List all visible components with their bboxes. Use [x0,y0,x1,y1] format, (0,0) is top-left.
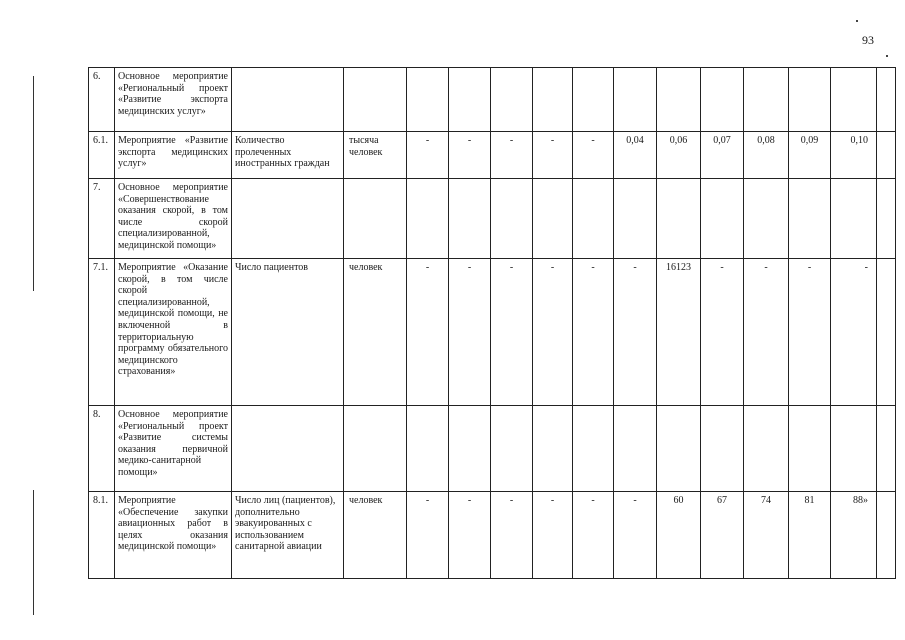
value-cell [744,406,789,492]
table-row [89,68,896,132]
value-cell [407,68,449,132]
value-cell [701,406,744,492]
value-cell: - [789,259,831,406]
value-cell [831,406,877,492]
value-cell: 74 [744,492,789,579]
value-cell: - [573,259,614,406]
value-cell: 0,08 [744,132,789,179]
value-cell: - [407,492,449,579]
value-cell: - [449,492,491,579]
value-cell: - [744,259,789,406]
indicator-name [232,406,344,492]
value-cell [573,406,614,492]
event-name: Основное мероприятие «Региональный проект «Развитие системы оказания первичной медико-санитарной помощи» [115,406,232,492]
value-cell [877,492,896,579]
value-cell [573,68,614,132]
table-row [89,179,896,259]
value-cell [407,406,449,492]
value-cell: 81 [789,492,831,579]
value-cell [614,68,657,132]
value-cell: - [614,259,657,406]
value-cell [407,179,449,259]
value-cell: - [491,492,533,579]
row-number: 6. [89,68,115,132]
value-cell [449,179,491,259]
row-number: 7. [89,179,115,259]
value-cell: - [533,259,573,406]
value-cell [701,68,744,132]
value-cell [877,259,896,406]
table-row [89,259,896,406]
value-cell: 0,09 [789,132,831,179]
value-cell [491,179,533,259]
value-cell: - [449,132,491,179]
value-cell [614,179,657,259]
unit-of-measure [344,406,407,492]
value-cell: - [407,259,449,406]
value-cell [657,406,701,492]
value-cell: - [831,259,877,406]
event-name: Основное мероприятие «Совершенствование оказания скорой, в том числе скорой специализированной, медицинской помощи» [115,179,232,259]
margin-line [33,490,34,615]
unit-of-measure [344,68,407,132]
value-cell [701,179,744,259]
value-cell [877,179,896,259]
value-cell: - [491,132,533,179]
margin-line [33,76,34,291]
value-cell: - [407,132,449,179]
scan-speck [886,55,888,57]
value-cell [877,406,896,492]
value-cell [449,406,491,492]
value-cell: - [573,132,614,179]
value-cell: - [614,492,657,579]
value-cell: 0,06 [657,132,701,179]
indicator-name [232,179,344,259]
value-cell [614,406,657,492]
value-cell [491,406,533,492]
value-cell: 60 [657,492,701,579]
value-cell: - [701,259,744,406]
unit-of-measure [344,179,407,259]
value-cell [449,68,491,132]
table-row [89,492,896,579]
indicator-name: Количество пролеченных иностранных граждан [232,132,344,179]
value-cell: 0,10 [831,132,877,179]
value-cell: 0,04 [614,132,657,179]
value-cell [877,132,896,179]
indicators-table [88,67,896,579]
scan-speck [856,20,858,22]
value-cell [789,406,831,492]
value-cell: 0,07 [701,132,744,179]
value-cell [533,68,573,132]
indicator-name: Число лиц (пациентов), дополнительно эвакуированных с использованием санитарной авиации [232,492,344,579]
value-cell [657,179,701,259]
value-cell: - [491,259,533,406]
table-row [89,406,896,492]
value-cell [877,68,896,132]
unit-of-measure: человек [344,259,407,406]
page-number: 93 [862,33,874,47]
row-number: 6.1. [89,132,115,179]
unit-of-measure: человек [344,492,407,579]
value-cell: 16123 [657,259,701,406]
row-number: 8.1. [89,492,115,579]
row-number: 8. [89,406,115,492]
value-cell [491,68,533,132]
event-name: Основное мероприятие «Региональный проект «Развитие экспорта медицинских услуг» [115,68,232,132]
value-cell: 67 [701,492,744,579]
event-name: Мероприятие «Развитие экспорта медицинских услуг» [115,132,232,179]
unit-of-measure: тысяча человек [344,132,407,179]
row-number: 7.1. [89,259,115,406]
value-cell [831,68,877,132]
value-cell: - [533,132,573,179]
event-name: Мероприятие «Оказание скорой, в том числе скорой специализированной, медицинской помощи, не включенной в территориальную программу обязательного медицинского страхования» [115,259,232,406]
value-cell [573,179,614,259]
event-name: Мероприятие «Обеспечение закупки авиационных работ в целях оказания медицинской помощи» [115,492,232,579]
value-cell: 88» [831,492,877,579]
value-cell [744,68,789,132]
table-row [89,132,896,179]
value-cell [831,179,877,259]
value-cell [657,68,701,132]
value-cell [533,406,573,492]
value-cell: - [449,259,491,406]
value-cell [789,179,831,259]
indicator-name: Число пациентов [232,259,344,406]
value-cell [744,179,789,259]
indicator-name [232,68,344,132]
value-cell [533,179,573,259]
value-cell: - [533,492,573,579]
value-cell: - [573,492,614,579]
value-cell [789,68,831,132]
